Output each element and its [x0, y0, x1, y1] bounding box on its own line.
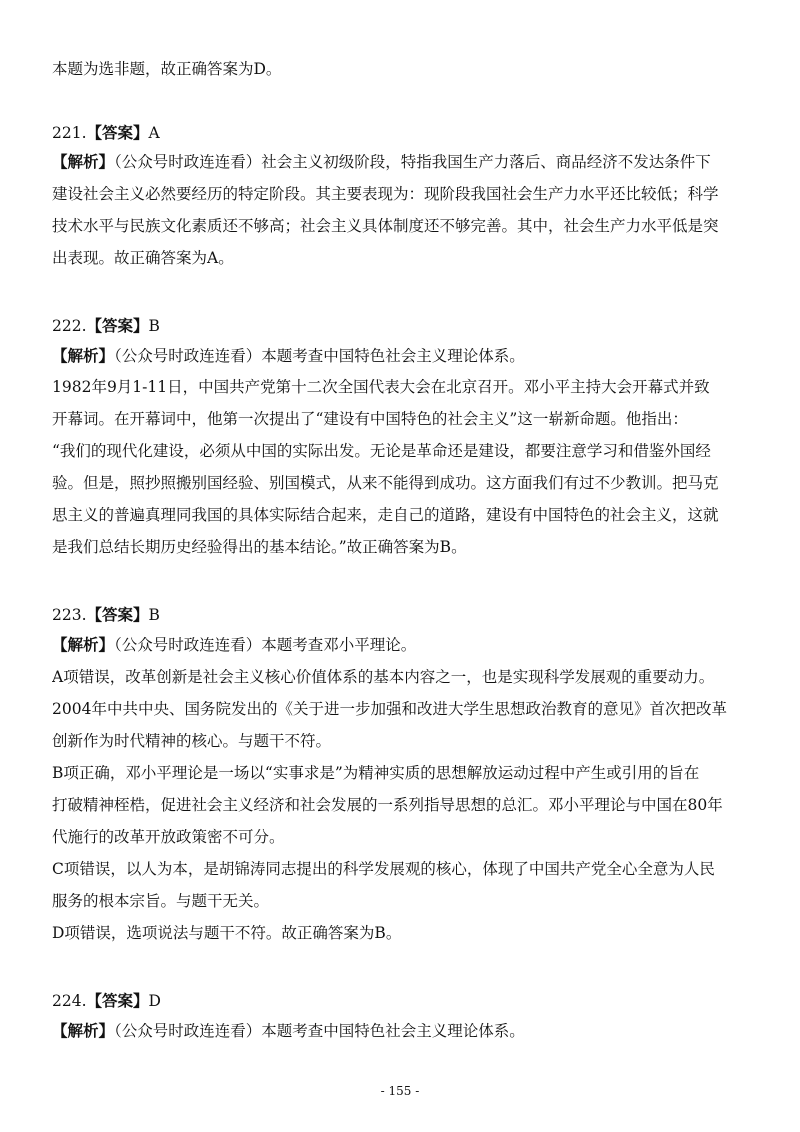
q221-answer-label: 【答案】 [86, 123, 149, 142]
q223-analysis-line-1 [52, 634, 762, 656]
intro-text: 本题为选非题，故正确答案为D。 [52, 60, 282, 78]
q221-analysis-text-2: 建设社会主义必然要经历的特定阶段。其主要表现为：现阶段我国社会生产力水平还比较低；科学 [52, 185, 719, 203]
q223-analysis-line-8 [52, 858, 762, 880]
q222-analysis-text-4: “我们的现代化建设，必须从中国的实际出发。无论是革命还是建设，都要注意学习和借鉴外国经 [52, 442, 711, 460]
q221-analysis-line-2 [52, 183, 762, 205]
q223-analysis-text-5: B项正确，邓小平理论是一场以“实事求是”为精神实质的思想解放运动过程中产生或引用的旨在 [52, 764, 700, 782]
q222-analysis-line-7 [52, 536, 762, 558]
intro-line [52, 58, 762, 80]
q223-analysis-text-9: 服务的根本宗旨。与题干无关。 [52, 892, 270, 910]
q222-analysis-label: 【解析】 [52, 346, 115, 365]
q222-analysis-text-7: 是我们总结长期历史经验得出的基本结论。”故正确答案为B。 [52, 538, 467, 556]
q222-analysis-line-6 [52, 504, 762, 526]
q222-analysis-text-2: 1982年9月1-11日，中国共产党第十二次全国代表大会在北京召开。邓小平主持大会开幕式并致 [52, 378, 710, 396]
q224-analysis-text-1: （公众号时政连连看）本题考查中国特色社会主义理论体系。 [114, 1022, 525, 1040]
q223-analysis-line-6 [52, 794, 762, 816]
q223-analysis-line-10 [52, 922, 762, 944]
q221-answer-line [52, 122, 762, 144]
q222-analysis-text-3: 开幕词。在开幕词中，他第一次提出了“建设有中国特色的社会主义”这一崭新命题。他指出： [52, 410, 688, 428]
q221-analysis-text-3: 技术水平与民族文化素质还不够高；社会主义具体制度还不够完善。其中，社会生产力水平低是突 [52, 217, 719, 235]
q224-analysis-line-1 [52, 1020, 762, 1042]
q221-analysis-label: 【解析】 [52, 152, 115, 171]
q223-analysis-text-8: C项错误，以人为本，是胡锦涛同志提出的科学发展观的核心，体现了中国共产党全心全意为人民 [52, 860, 715, 878]
q223-analysis-text-6: 打破精神桎梏，促进社会主义经济和社会发展的一系列指导思想的总汇。邓小平理论与中国在80年 [52, 796, 723, 814]
q222-answer-line [52, 315, 762, 337]
q221-answer-value: A [148, 124, 160, 142]
q222-analysis-text-5: 验。但是，照抄照搬别国经验、别国模式，从来不能得到成功。这方面我们有过不少教训。把马克 [52, 474, 719, 492]
q222-analysis-line-5 [52, 472, 762, 494]
q223-number: 223. [52, 606, 87, 624]
q223-analysis-text-7: 代施行的改革开放政策密不可分。 [52, 828, 285, 846]
q223-analysis-line-9 [52, 890, 762, 912]
page-number: - 155 - [380, 1084, 420, 1098]
q224-answer-line [52, 990, 762, 1012]
q223-analysis-line-7 [52, 826, 762, 848]
q222-answer-label: 【答案】 [86, 316, 149, 335]
q223-analysis-text-3: 2004年中共中央、国务院发出的《关于进一步加强和改进大学生思想政治教育的意见》首次把改革 [52, 700, 727, 718]
q224-number: 224. [52, 992, 87, 1010]
q221-number: 221. [52, 124, 87, 142]
q223-analysis-text-2: A项错误，改革创新是社会主义核心价值体系的基本内容之一，也是实现科学发展观的重要动力。 [52, 668, 715, 686]
q223-answer-line [52, 604, 762, 626]
q222-analysis-line-1 [52, 345, 762, 367]
q223-analysis-text-1: （公众号时政连连看）本题考查邓小平理论。 [114, 636, 417, 654]
q223-analysis-text-4: 创新作为时代精神的核心。与题干不符。 [52, 732, 332, 750]
q222-analysis-line-4 [52, 440, 762, 462]
q221-analysis-line-4 [52, 247, 762, 269]
q223-analysis-line-3 [52, 698, 762, 720]
q223-analysis-line-4 [52, 730, 762, 752]
q221-analysis-line-3 [52, 215, 762, 237]
q222-answer-value: B [148, 317, 160, 335]
q221-analysis-text-1: （公众号时政连连看）社会主义初级阶段，特指我国生产力落后、商品经济不发达条件下 [114, 153, 711, 171]
q223-answer-value: B [148, 606, 160, 624]
q223-analysis-line-2 [52, 666, 762, 688]
q221-analysis-line-1 [52, 151, 762, 173]
q222-number: 222. [52, 317, 87, 335]
q223-analysis-label: 【解析】 [52, 635, 115, 654]
q222-analysis-line-3 [52, 408, 762, 430]
q222-analysis-text-1: （公众号时政连连看）本题考查中国特色社会主义理论体系。 [114, 347, 525, 365]
q223-analysis-text-10: D项错误，选项说法与题干不符。故正确答案为B。 [52, 924, 402, 942]
q221-analysis-text-4: 出表现。故正确答案为A。 [52, 249, 234, 267]
q224-answer-value: D [148, 992, 161, 1010]
q224-analysis-label: 【解析】 [52, 1021, 115, 1040]
q223-answer-label: 【答案】 [86, 605, 149, 624]
q224-answer-label: 【答案】 [86, 991, 149, 1010]
q222-analysis-text-6: 思主义的普遍真理同我国的具体实际结合起来，走自己的道路，建设有中国特色的社会主义，这就 [52, 506, 719, 524]
q222-analysis-line-2 [52, 376, 762, 398]
q223-analysis-line-5 [52, 762, 762, 784]
